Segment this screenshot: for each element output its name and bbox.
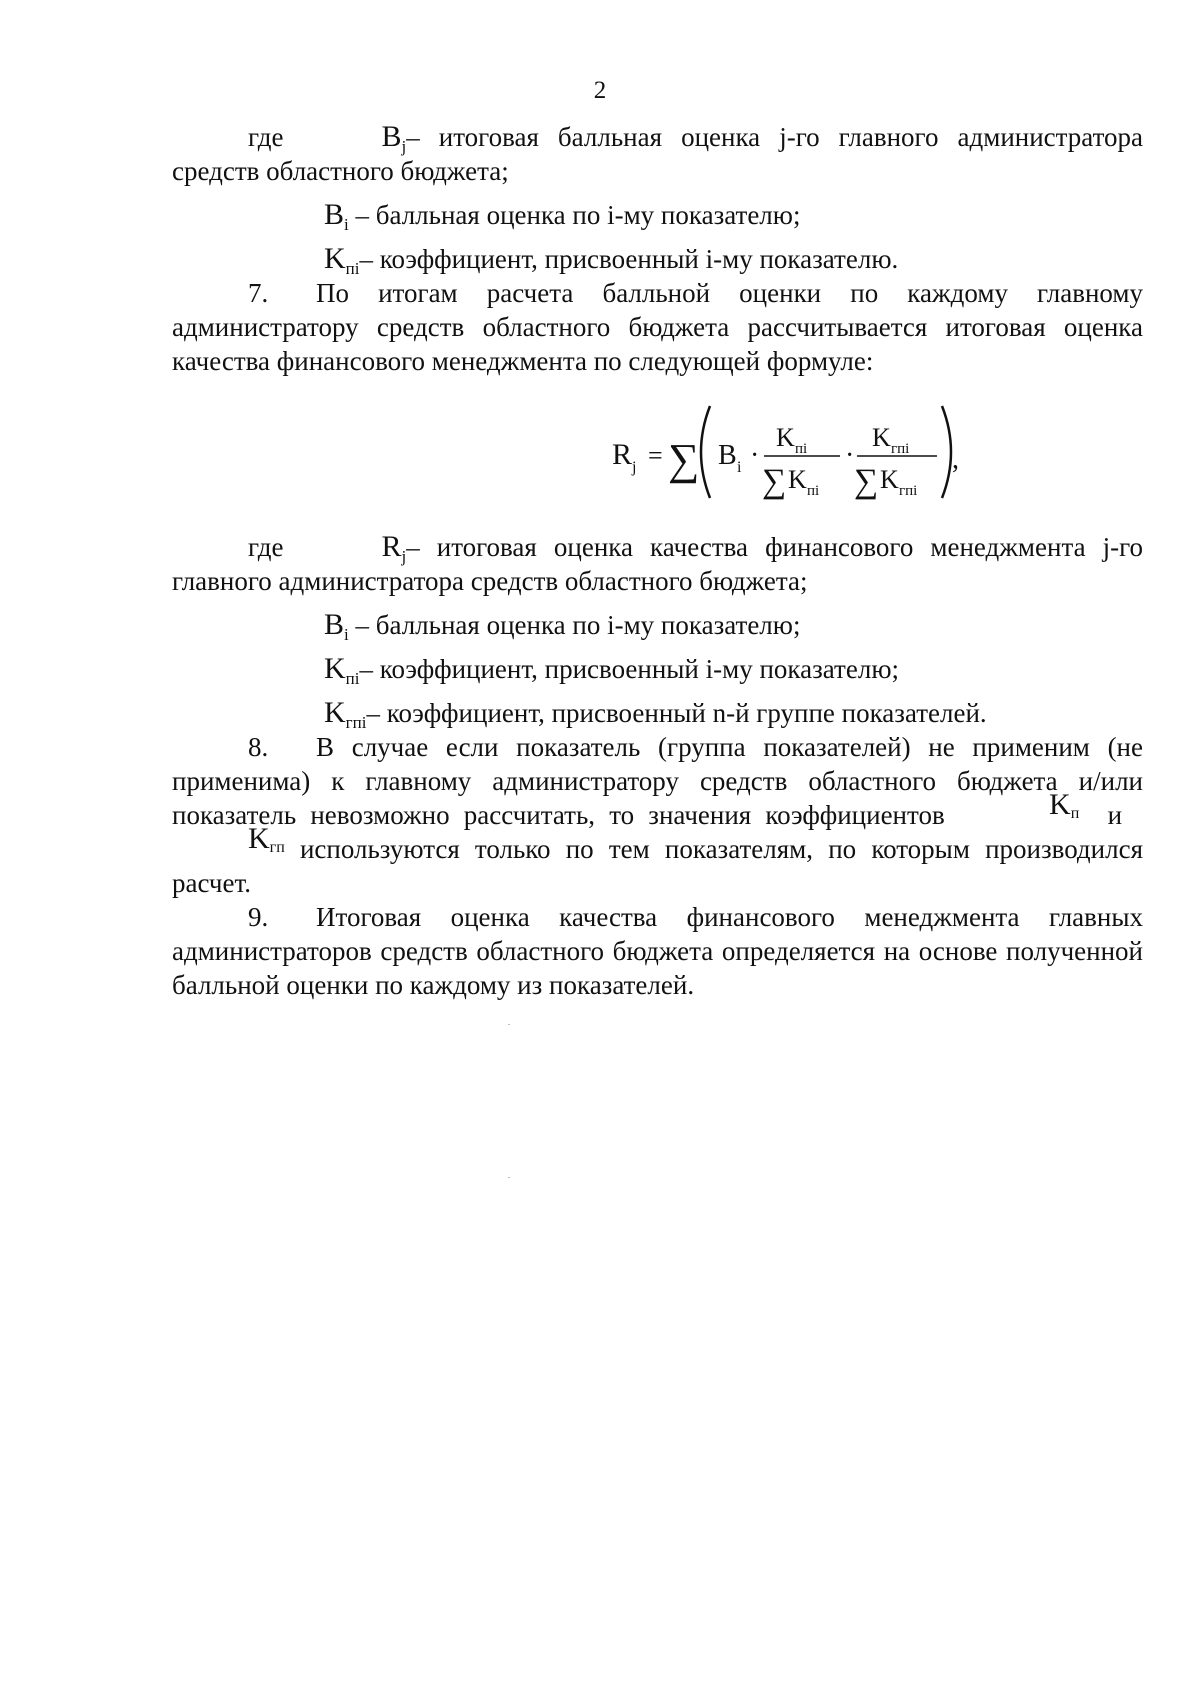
k-gp-sub: гп bbox=[269, 839, 285, 856]
bi-symbol-2: B bbox=[324, 608, 345, 641]
rj-symbol: R bbox=[381, 530, 402, 563]
frac2-den-k: K bbox=[880, 465, 899, 494]
kni-sub: пi bbox=[345, 259, 360, 278]
frac2-sum: ∑ bbox=[854, 463, 879, 500]
k-p-letter: K bbox=[1049, 788, 1071, 821]
frac1-num-sub: пi bbox=[795, 441, 808, 457]
rj-sub: j bbox=[401, 547, 407, 566]
frac2-num-k: K bbox=[872, 423, 891, 452]
item-7-number: 7. bbox=[248, 278, 269, 308]
formula-lhs: R bbox=[612, 438, 633, 471]
kgni-text: – коэффициент, присвоенный n-й группе показателей. bbox=[366, 698, 987, 728]
scan-speck bbox=[508, 1024, 510, 1025]
item-8 bbox=[172, 730, 1143, 900]
k-gp-symbol bbox=[172, 822, 285, 856]
bi-sub: i bbox=[344, 215, 349, 234]
definition-rj bbox=[172, 530, 1143, 598]
formula-equals: = bbox=[648, 441, 663, 470]
bj-symbol: B bbox=[381, 120, 402, 153]
k-p-symbol bbox=[973, 788, 1079, 822]
formula-comma: , bbox=[952, 444, 959, 475]
frac1-den-sub: пi bbox=[807, 483, 820, 499]
formula-b-sub: i bbox=[737, 459, 742, 476]
k-gp-letter: K bbox=[248, 822, 270, 855]
formula-dot-1: · bbox=[750, 440, 760, 471]
bi-text-2: – балльная оценка по i-му показателю; bbox=[355, 610, 801, 640]
definition-bi-2 bbox=[172, 608, 1143, 642]
k-p-sub: п bbox=[1070, 805, 1080, 822]
bj-sub: j bbox=[401, 137, 407, 156]
bi-sub-2: i bbox=[344, 625, 349, 644]
kni-text-2: – коэффициент, присвоенный i-му показателю; bbox=[359, 654, 899, 684]
bi-text: – балльная оценка по i-му показателю; bbox=[355, 200, 801, 230]
kgni-symbol: K bbox=[324, 696, 346, 729]
scan-speck bbox=[508, 1177, 510, 1178]
frac1-den-k: K bbox=[788, 465, 807, 494]
kni-sub-2: пi bbox=[345, 669, 360, 688]
definition-kgni bbox=[172, 696, 1143, 730]
item-8-text-b: используются только по тем показателям, по которым производился расчет. bbox=[172, 834, 1143, 898]
page-number: 2 bbox=[593, 77, 607, 104]
definition-kni-2 bbox=[172, 652, 1143, 686]
formula bbox=[172, 388, 1143, 518]
formula-svg bbox=[442, 388, 942, 518]
bi-symbol: B bbox=[324, 198, 345, 231]
frac1-num-k: K bbox=[776, 423, 795, 452]
item-7-text: По итогам расчета балльной оценки по каждому главному администратору средств областного бюджета рассчитывается итоговая оценка качества финансового менеджмента по следующей формуле: bbox=[172, 278, 1143, 376]
where-word-2: где bbox=[248, 532, 284, 562]
item-8-text-a: В случае если показатель (группа показателей) не применим (не применима) к главному администратору средств областного бюджета и/или показатель невозможно рассчитать, то значения коэффициентов bbox=[172, 732, 1143, 830]
item-9-text: Итоговая оценка качества финансового менеджмента главных администраторов средств областного бюджета определяется на основе полученной балльной оценки по каждому из показателей. bbox=[172, 902, 1143, 1000]
formula-right-svg bbox=[938, 388, 978, 518]
definition-bi bbox=[172, 198, 1143, 232]
frac2-den-sub: гпi bbox=[899, 483, 918, 499]
formula-dot-2: · bbox=[845, 440, 855, 471]
formula-b: B bbox=[718, 440, 737, 471]
document-body bbox=[172, 120, 1143, 1002]
item-8-number: 8. bbox=[248, 732, 269, 762]
kni-symbol-2: K bbox=[324, 652, 346, 685]
definition-kni bbox=[172, 242, 1143, 276]
item-9 bbox=[172, 900, 1143, 1002]
formula-lhs-sub: j bbox=[632, 459, 637, 476]
kni-text: – коэффициент, присвоенный i-му показателю. bbox=[359, 244, 899, 274]
item-8-and: и bbox=[1107, 800, 1123, 830]
frac1-sum: ∑ bbox=[762, 463, 787, 500]
frac2-num-sub: гпi bbox=[891, 441, 910, 457]
bj-text: – итоговая балльная оценка j-го главного администратора средств областного бюджета; bbox=[172, 122, 1143, 186]
where-word: где bbox=[248, 122, 284, 152]
kgni-sub: гпi bbox=[345, 713, 367, 732]
left-paren bbox=[701, 406, 710, 498]
item-9-number: 9. bbox=[248, 902, 269, 932]
formula-sum-outer: ∑ bbox=[668, 435, 700, 484]
kni-symbol: K bbox=[324, 242, 346, 275]
definition-bj bbox=[172, 120, 1143, 188]
item-7 bbox=[172, 276, 1143, 378]
rj-text: – итоговая оценка качества финансового менеджмента j-го главного администратора средств областного бюджета; bbox=[172, 532, 1143, 596]
right-paren bbox=[942, 406, 951, 498]
